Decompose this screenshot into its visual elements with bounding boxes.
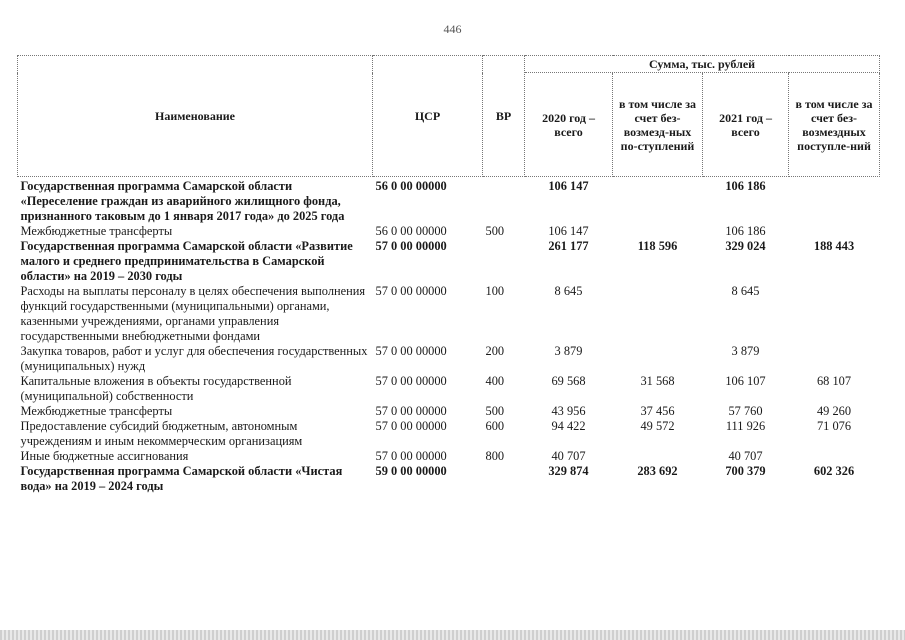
- row-2020-grants: 49 572: [640, 419, 675, 433]
- row-vr: 500: [485, 404, 505, 418]
- row-2021-grants: [789, 449, 880, 464]
- header-2021-grants: в том числе за счет без-возмездных поступле-ний: [789, 73, 880, 177]
- row-2021-grants: [789, 284, 880, 344]
- header-sum-group: Сумма, тыс. рублей: [525, 56, 880, 73]
- row-2021-total: 40 707: [728, 449, 763, 463]
- row-code: 57 0 00 00000: [375, 284, 447, 298]
- row-2021-total: 57 760: [728, 404, 763, 418]
- row-2021-total: 329 024: [725, 239, 766, 253]
- row-2020-total: 3 879: [554, 344, 583, 358]
- row-2020-grants: 37 456: [640, 404, 675, 418]
- row-2020-grants: [613, 449, 703, 464]
- row-name: Расходы на выплаты персоналу в целях обеспечения выполнения функций государственными (муниципальными) органами, казенными учреждениями, органами управления государственными внебюджетными фондами: [20, 284, 366, 343]
- row-code: 56 0 00 00000: [375, 179, 447, 193]
- row-name: Иные бюджетные ассигнования: [20, 449, 189, 463]
- row-vr: 600: [485, 419, 505, 433]
- row-vr: [483, 239, 525, 284]
- row-2021-total: 8 645: [731, 284, 760, 298]
- row-name: Государственная программа Самарской области «Чистая вода» на 2019 – 2024 годы: [20, 464, 343, 493]
- row-name: Межбюджетные трансферты: [20, 404, 173, 418]
- row-code: 56 0 00 00000: [375, 224, 447, 238]
- table-row: [18, 344, 880, 374]
- row-2020-total: 69 568: [551, 374, 586, 388]
- table-row: [18, 374, 880, 404]
- header-vr: ВР: [483, 56, 525, 177]
- row-2021-total: 106 186: [725, 179, 766, 193]
- row-2021-total: 700 379: [725, 464, 766, 478]
- table-body: [18, 177, 880, 495]
- row-name: Государственная программа Самарской области «Развитие малого и среднего предпринимательства в Самарской области» на 2019 – 2030 годы: [20, 239, 353, 283]
- row-2020-total: 329 874: [548, 464, 589, 478]
- row-2021-grants: 68 107: [816, 374, 852, 388]
- row-2020-total: 43 956: [551, 404, 586, 418]
- row-2021-grants: 602 326: [813, 464, 855, 478]
- row-name: Предоставление субсидий бюджетным, автономным учреждениям и иным некоммерческим организациям: [20, 419, 303, 448]
- row-vr: [483, 177, 525, 225]
- row-vr: 200: [485, 344, 505, 358]
- budget-table: [17, 55, 880, 494]
- row-2021-total: 106 186: [725, 224, 766, 238]
- row-2020-total: 40 707: [551, 449, 586, 463]
- table-row: [18, 224, 880, 239]
- row-name: Закупка товаров, работ и услуг для обеспечения государственных (муниципальных) нужд: [20, 344, 368, 373]
- row-2021-grants: 49 260: [816, 404, 852, 418]
- row-code: 57 0 00 00000: [375, 239, 447, 253]
- table-row: [18, 284, 880, 344]
- row-code: 57 0 00 00000: [375, 344, 447, 358]
- row-2020-total: 106 147: [548, 224, 589, 238]
- row-2020-grants: [613, 224, 703, 239]
- row-2020-grants: 283 692: [637, 464, 678, 478]
- row-code: 57 0 00 00000: [375, 419, 447, 433]
- row-vr: 100: [485, 284, 505, 298]
- row-2021-grants: 188 443: [813, 239, 855, 253]
- header-name: Наименование: [18, 56, 373, 177]
- row-2020-total: 94 422: [551, 419, 586, 433]
- row-2021-total: 111 926: [725, 419, 766, 433]
- row-2021-total: 106 107: [725, 374, 766, 388]
- row-vr: 400: [485, 374, 505, 388]
- row-2020-grants: [613, 284, 703, 344]
- row-code: 59 0 00 00000: [375, 464, 447, 478]
- row-2020-total: 261 177: [548, 239, 589, 253]
- table-row: [18, 449, 880, 464]
- page-number: 446: [443, 22, 462, 36]
- row-vr: 500: [485, 224, 505, 238]
- row-2021-total: 3 879: [731, 344, 760, 358]
- row-2020-grants: 118 596: [637, 239, 678, 253]
- table-row: [18, 419, 880, 449]
- row-name: Межбюджетные трансферты: [20, 224, 173, 238]
- header-2020-total: 2020 год – всего: [525, 73, 613, 177]
- row-vr: [483, 464, 525, 494]
- program-row: [18, 464, 880, 494]
- row-2020-grants: [613, 177, 703, 225]
- program-row: [18, 239, 880, 284]
- row-2021-grants: [789, 224, 880, 239]
- row-code: 57 0 00 00000: [375, 404, 447, 418]
- row-2020-total: 106 147: [548, 179, 589, 193]
- row-code: 57 0 00 00000: [375, 449, 447, 463]
- program-row: [18, 177, 880, 225]
- row-2021-grants: 71 076: [816, 419, 852, 433]
- header-2020-grants: в том числе за счет без-возмезд-ных по-ступлений: [613, 73, 703, 177]
- row-name: Капитальные вложения в объекты государственной (муниципальной) собственности: [20, 374, 292, 403]
- row-2020-grants: [613, 344, 703, 374]
- row-2021-grants: [789, 344, 880, 374]
- row-code: 57 0 00 00000: [375, 374, 447, 388]
- row-name: Государственная программа Самарской области «Переселение граждан из аварийного жилищного фонда, признанного таковым до 1 января 2017 года» до 2025 года: [20, 179, 345, 223]
- header-code: ЦСР: [373, 56, 483, 177]
- row-2020-total: 8 645: [554, 284, 583, 298]
- table-row: [18, 404, 880, 419]
- header-2021-total: 2021 год – всего: [703, 73, 789, 177]
- row-2020-grants: 31 568: [640, 374, 675, 388]
- row-2021-grants: [789, 177, 880, 225]
- row-vr: 800: [485, 449, 505, 463]
- scan-edge: [0, 630, 905, 640]
- table-header: [18, 56, 880, 177]
